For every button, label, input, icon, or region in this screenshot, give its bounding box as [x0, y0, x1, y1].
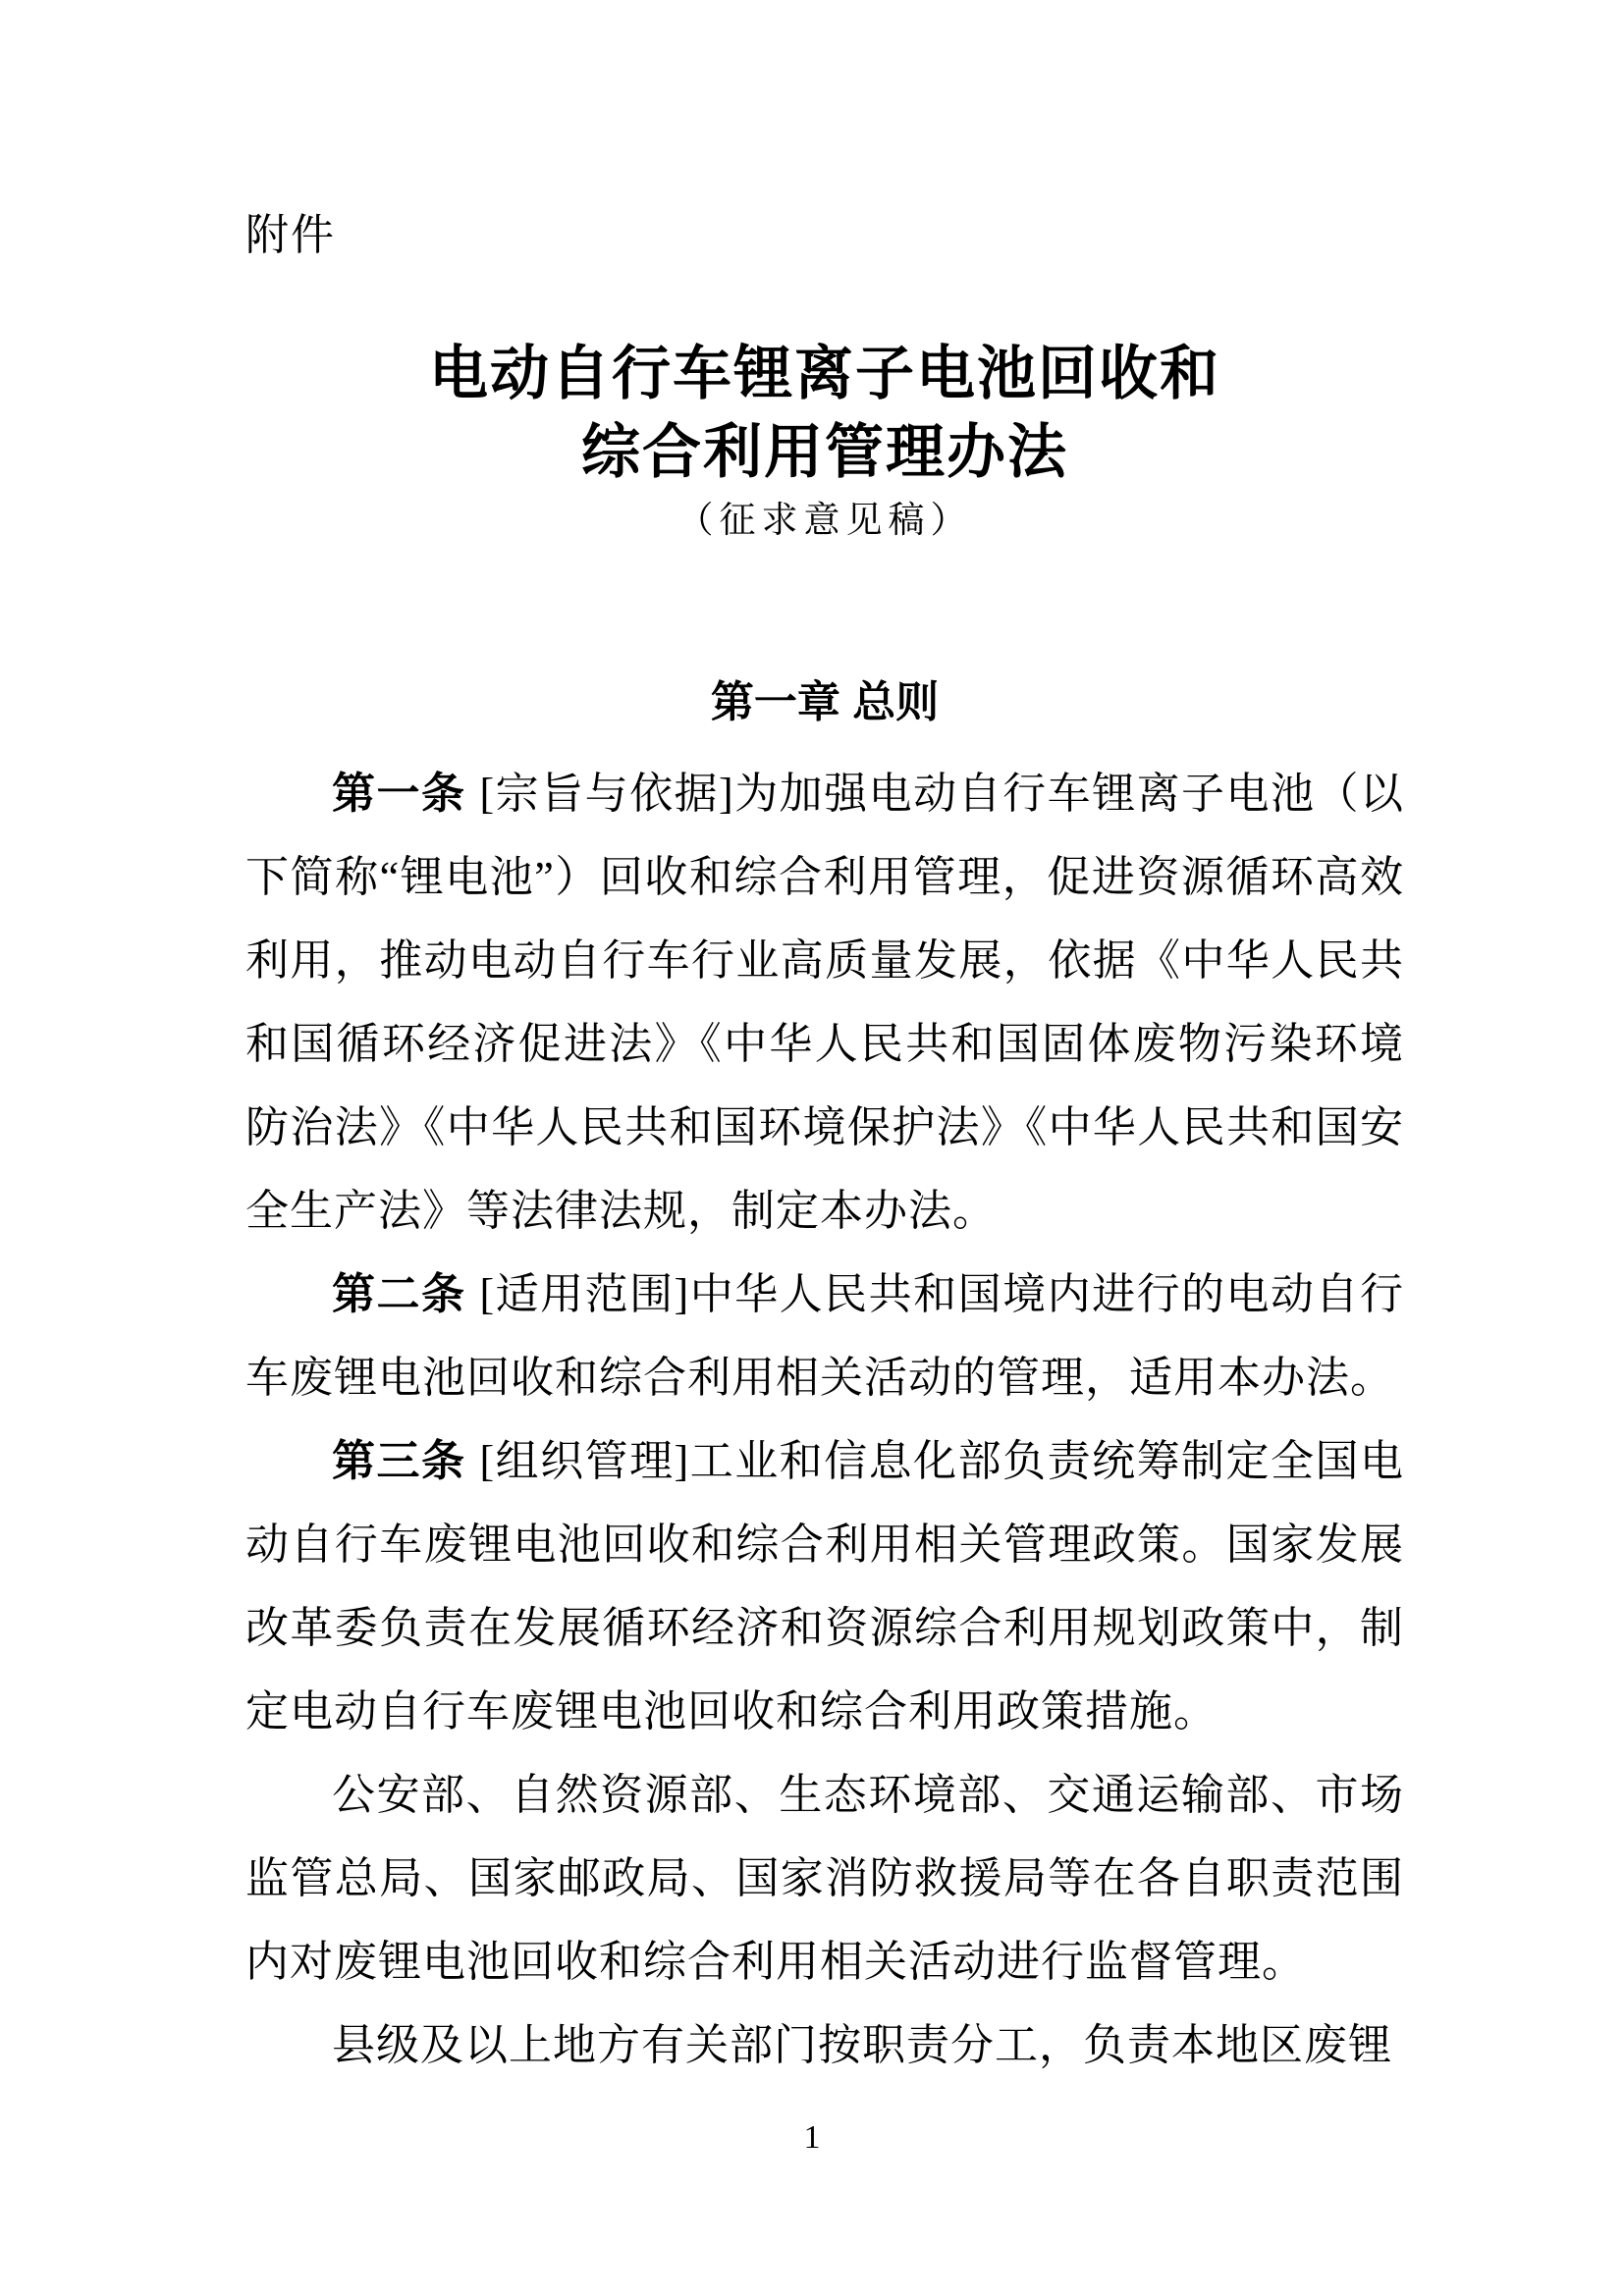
- article-1-label: 第一条: [332, 770, 466, 818]
- page-content: [245, 0, 1404, 2087]
- article-3-3-text: 县级及以上地方有关部门按职责分工，负责本地区废锂: [332, 2021, 1392, 2069]
- document-title-line-2: 综合利用管理办法: [581, 420, 1068, 485]
- article-2-text: 中华人民共和国境内进行的电动自行车废锂电池回收和综合利用相关活动的管理，适用本办法。: [245, 1270, 1405, 1402]
- article-3-paragraph: [245, 1419, 1404, 1753]
- document-subtitle: （征求意见稿）: [677, 501, 973, 541]
- article-3-2-text: 公安部、自然资源部、生态环境部、交通运输部、市场监管总局、国家邮政局、国家消防救援局等在各自职责范围内对废锂电池回收和综合利用相关活动进行监督管理。: [245, 1771, 1404, 1986]
- page-number: 1: [803, 2119, 821, 2156]
- body-text: [245, 752, 1404, 2087]
- article-3-paragraph-2: [245, 1753, 1404, 2003]
- article-2-label: 第二条: [332, 1270, 466, 1318]
- chapter-heading: 第一章 总则: [710, 678, 940, 726]
- document-title-line-1: 电动自行车锂离子电池回收和: [429, 342, 1220, 406]
- attachment-label: 附件: [245, 211, 336, 259]
- article-1-text: 为加强电动自行车锂离子电池（以下简称“锂电池”）回收和综合利用管理，促进资源循环高效利用，推动电动自行车行业高质量发展，依据《中华人民共和国循环经济促进法》《中华人民共和国固体废物污染环境防治法》《中华人民共和国环境保护法》《中华人民共和国安全生产法》等法律法规，制定本办法。: [245, 770, 1405, 1235]
- article-1-paragraph: [245, 752, 1404, 1253]
- article-2-tag: [适用范围]: [479, 1270, 690, 1318]
- article-3-tag: [组织管理]: [479, 1437, 690, 1485]
- document-title: [245, 335, 1404, 492]
- article-3-paragraph-3: [245, 2003, 1404, 2087]
- article-3-label: 第三条: [332, 1437, 466, 1485]
- article-2-paragraph: [245, 1253, 1404, 1419]
- article-1-tag: [宗旨与依据]: [479, 770, 734, 818]
- article-3-text: 工业和信息化部负责统筹制定全国电动自行车废锂电池回收和综合利用相关管理政策。国家发展改革委负责在发展循环经济和资源综合利用规划政策中，制定电动自行车废锂电池回收和综合利用政策措施。: [245, 1437, 1405, 1735]
